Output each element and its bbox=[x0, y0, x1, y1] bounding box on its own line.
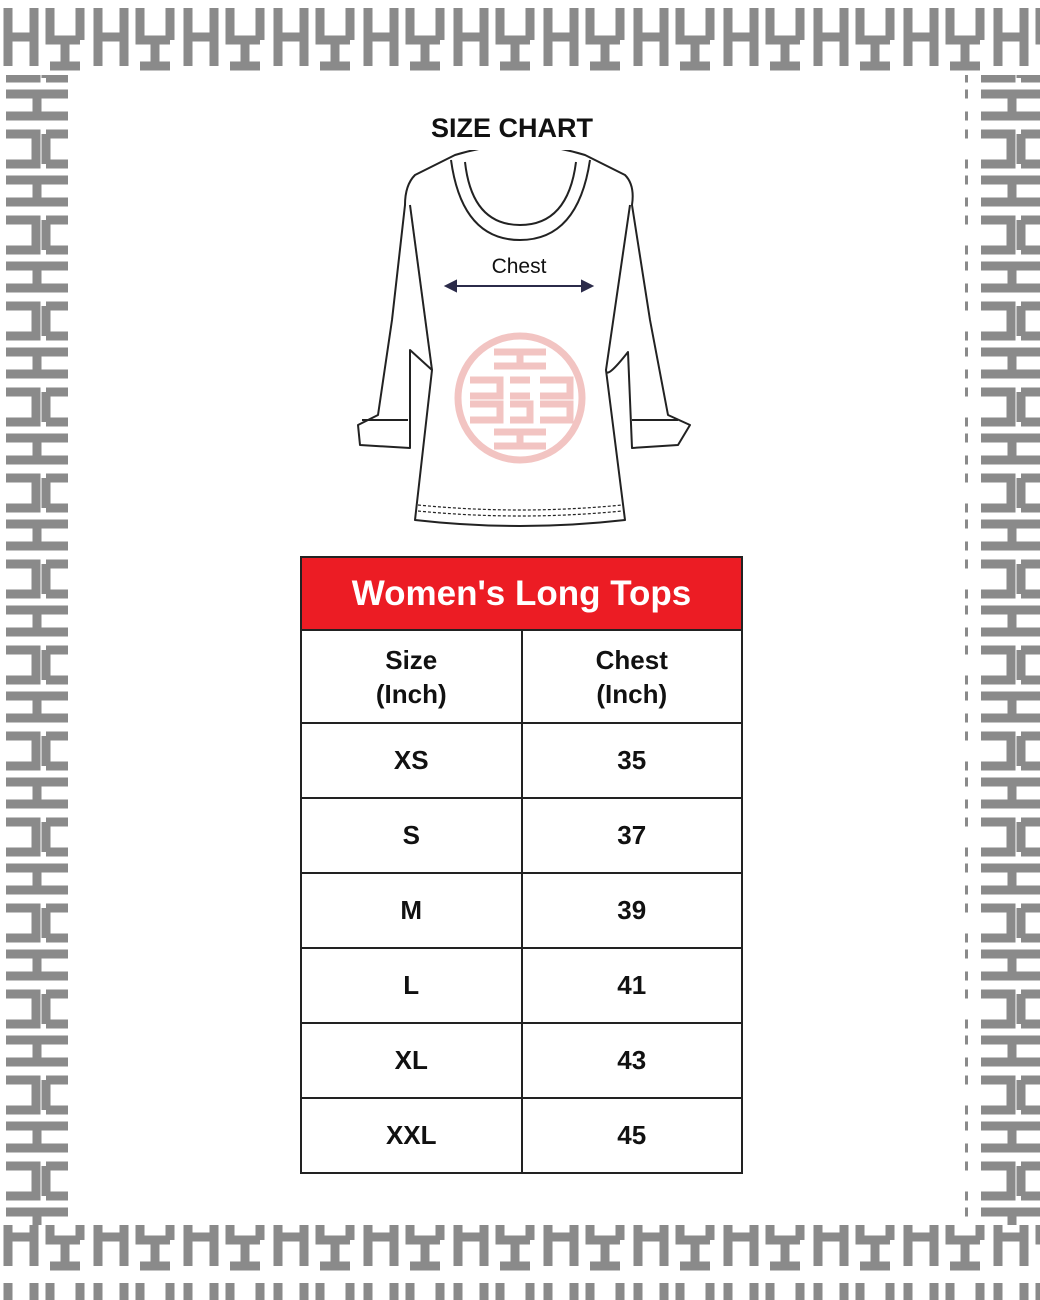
watermark-emblem-icon bbox=[458, 336, 582, 460]
long-top-diagram bbox=[330, 150, 710, 540]
table-title: Women's Long Tops bbox=[301, 557, 742, 630]
table-row bbox=[301, 948, 742, 1023]
size-table bbox=[300, 556, 743, 1174]
chest-measure-label: Chest bbox=[491, 255, 547, 278]
table-row bbox=[301, 1023, 742, 1098]
table-row bbox=[301, 723, 742, 798]
size-cell: L bbox=[301, 948, 522, 1023]
table-row bbox=[301, 873, 742, 948]
size-cell: XL bbox=[301, 1023, 522, 1098]
size-cell: M bbox=[301, 873, 522, 948]
chest-cell: 35 bbox=[522, 723, 743, 798]
size-cell: S bbox=[301, 798, 522, 873]
table-row bbox=[301, 798, 742, 873]
size-column-header: Size (Inch) bbox=[301, 630, 522, 723]
size-cell: XXL bbox=[301, 1098, 522, 1173]
chest-cell: 37 bbox=[522, 798, 743, 873]
table-row bbox=[301, 1098, 742, 1173]
size-cell: XS bbox=[301, 723, 522, 798]
chest-column-header: Chest (Inch) bbox=[522, 630, 743, 723]
chest-cell: 43 bbox=[522, 1023, 743, 1098]
chest-cell: 45 bbox=[522, 1098, 743, 1173]
chest-cell: 39 bbox=[522, 873, 743, 948]
page-title: SIZE CHART bbox=[431, 113, 593, 143]
chest-cell: 41 bbox=[522, 948, 743, 1023]
chest-arrow bbox=[446, 281, 592, 291]
